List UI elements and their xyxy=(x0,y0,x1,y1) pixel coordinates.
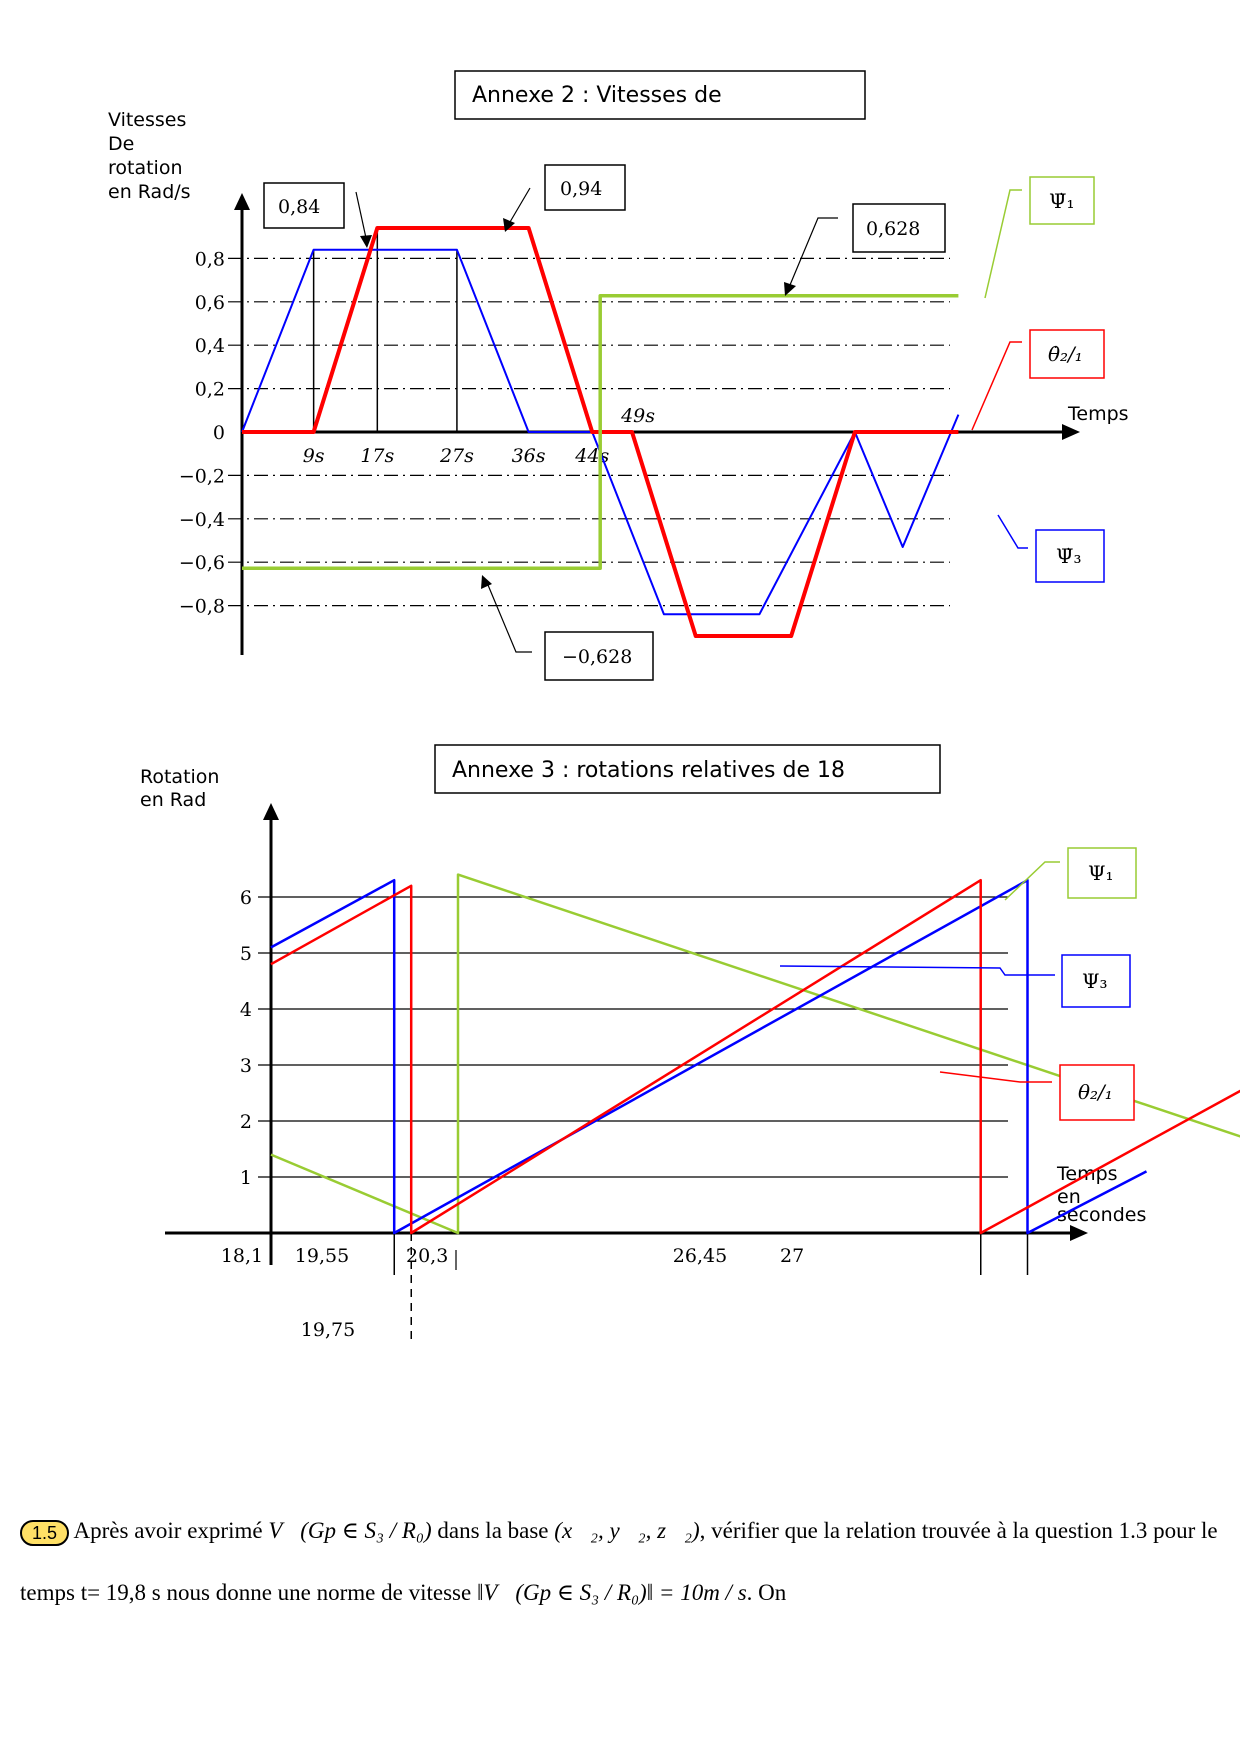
annexe3-y-tick-label: 3 xyxy=(239,1055,252,1077)
legend-psi1-dot: Ψ̇₁ xyxy=(1049,189,1075,213)
annexe3-gridlines xyxy=(258,897,1008,1177)
annexe2-y-tick-label: −0,8 xyxy=(178,595,225,618)
annexe3-x-tick-label: 19,55 xyxy=(294,1245,350,1267)
legend-leader-psi1 xyxy=(1005,862,1060,900)
question-text-1: Après avoir exprimé xyxy=(73,1518,263,1543)
annexe2-x-tick-label: 27s xyxy=(439,445,474,467)
annotation-arrow-m0628 xyxy=(488,585,532,652)
annotation-arrow-0628 xyxy=(790,218,838,285)
annexe3-x-tick-label: 19,75 xyxy=(300,1319,356,1341)
legend-leader-psi1-dot xyxy=(985,190,1022,298)
annexe2-xlabel: Temps xyxy=(1068,403,1129,425)
legend-leader-psi3-dot xyxy=(998,515,1028,548)
question-text-3: , vérifier que la relation trouvée à la question 1.3 pour le temps t= 19,8 s nous donne une norme de vitesse xyxy=(20,1518,1218,1605)
annexe3-y-ticks xyxy=(240,887,252,1189)
legend-psi1: Ψ₁ xyxy=(1088,861,1114,885)
annexe2-y-tick-label: −0,2 xyxy=(178,465,225,488)
annexe2-x-tick-label: 49s xyxy=(621,405,656,427)
annexe2-y-tick-label: 0,2 xyxy=(194,378,225,401)
annexe2-x-tick-label: 9s xyxy=(302,445,325,467)
annexe2-y-tick-label: −0,6 xyxy=(178,552,225,575)
annotation-arrow-094 xyxy=(510,188,530,222)
annexe3-y-tick-label: 4 xyxy=(239,999,252,1021)
question-text-2: dans la base xyxy=(437,1518,549,1543)
annotation-arrowhead-0628 xyxy=(784,282,796,296)
annotation-m0628: −0,628 xyxy=(562,646,633,668)
annexe3-time-markers xyxy=(394,1233,1240,1345)
annexe3-x-axis-arrow xyxy=(1070,1225,1088,1241)
annexe2-y-tick-label: −0,4 xyxy=(178,508,225,531)
annexe3-x-ticks xyxy=(221,1245,804,1341)
annexe3-y-tick-label: 2 xyxy=(239,1111,252,1133)
annexe2-y-tick-label: 0,6 xyxy=(194,291,225,314)
annexe3-y-tick-label: 5 xyxy=(239,943,252,965)
annexe3-x-tick-label: 26,45 xyxy=(672,1245,728,1267)
annotation-084: 0,84 xyxy=(278,196,321,218)
annotation-094: 0,94 xyxy=(560,178,603,200)
annexe3-y-axis-arrow xyxy=(263,803,279,820)
annexe3-y-tick-label: 6 xyxy=(239,887,252,909)
annexe3-x-tick-label: 20,3 xyxy=(406,1245,449,1267)
annexe2-title: Annexe 2 : Vitesses de xyxy=(472,83,722,108)
annexe2-y-axis-arrow xyxy=(234,193,250,210)
annexe2-velocity-chart xyxy=(0,0,1240,720)
annexe3-ylabel: Rotation en Rad xyxy=(140,766,220,811)
annexe3-x-tick-label: 27 xyxy=(780,1245,805,1267)
question-1-5 xyxy=(20,1500,1230,1624)
annexe2-x-tick-label: 36s xyxy=(511,445,546,467)
legend-psi3: Ψ₃ xyxy=(1082,969,1108,993)
annexe2-x-axis-arrow xyxy=(1062,424,1080,440)
annotation-0628: 0,628 xyxy=(866,218,921,240)
question-number-badge: 1.5 xyxy=(20,1520,69,1546)
annexe2-y-ticks xyxy=(179,248,225,617)
legend-leader-theta21 xyxy=(940,1072,1052,1082)
legend-psi3-dot: Ψ̇₃ xyxy=(1056,544,1082,568)
question-text-4: . On xyxy=(746,1580,787,1605)
annexe2-x-tick-label: 44s xyxy=(575,445,610,467)
legend-theta21-dot: θ̇₂/₁ xyxy=(1048,342,1083,366)
annexe3-y-tick-label: 1 xyxy=(239,1167,252,1189)
basis-expression: (x⃗₂, y⃗₂, z⃗₂) xyxy=(554,1518,700,1543)
annexe2-y-tick-label: 0,8 xyxy=(194,248,225,271)
annexe2-y-tick-label: 0 xyxy=(212,422,225,444)
annexe2-ylabel: Vitesses De rotation en Rad/s xyxy=(108,109,191,203)
annexe3-xlabel: Temps en secondes xyxy=(1057,1163,1147,1226)
legend-theta21: θ₂/₁ xyxy=(1078,1080,1113,1104)
annotation-arrow-084 xyxy=(356,192,366,238)
annexe3-title: Annexe 3 : rotations relatives de 18 xyxy=(452,758,846,783)
annexe2-y-tick-label: 0,4 xyxy=(194,335,225,358)
legend-leader-theta21-dot xyxy=(972,342,1022,430)
annexe3-x-tick-label: 18,1 xyxy=(220,1245,264,1267)
annexe2-x-tick-label: 17s xyxy=(360,445,395,467)
series-psi3 xyxy=(271,880,1147,1233)
velocity-expression: V⃗(Gp ∈ S₃ / R₀) xyxy=(268,1518,432,1543)
annexe3-rotation-chart xyxy=(0,730,1240,1370)
legend-leader-psi3 xyxy=(780,966,1055,975)
annotation-arrowhead-m0628 xyxy=(481,575,492,589)
norm-expression: ‖V⃗(Gp ∈ S₃ / R₀)‖ = 10m / s xyxy=(476,1580,747,1605)
